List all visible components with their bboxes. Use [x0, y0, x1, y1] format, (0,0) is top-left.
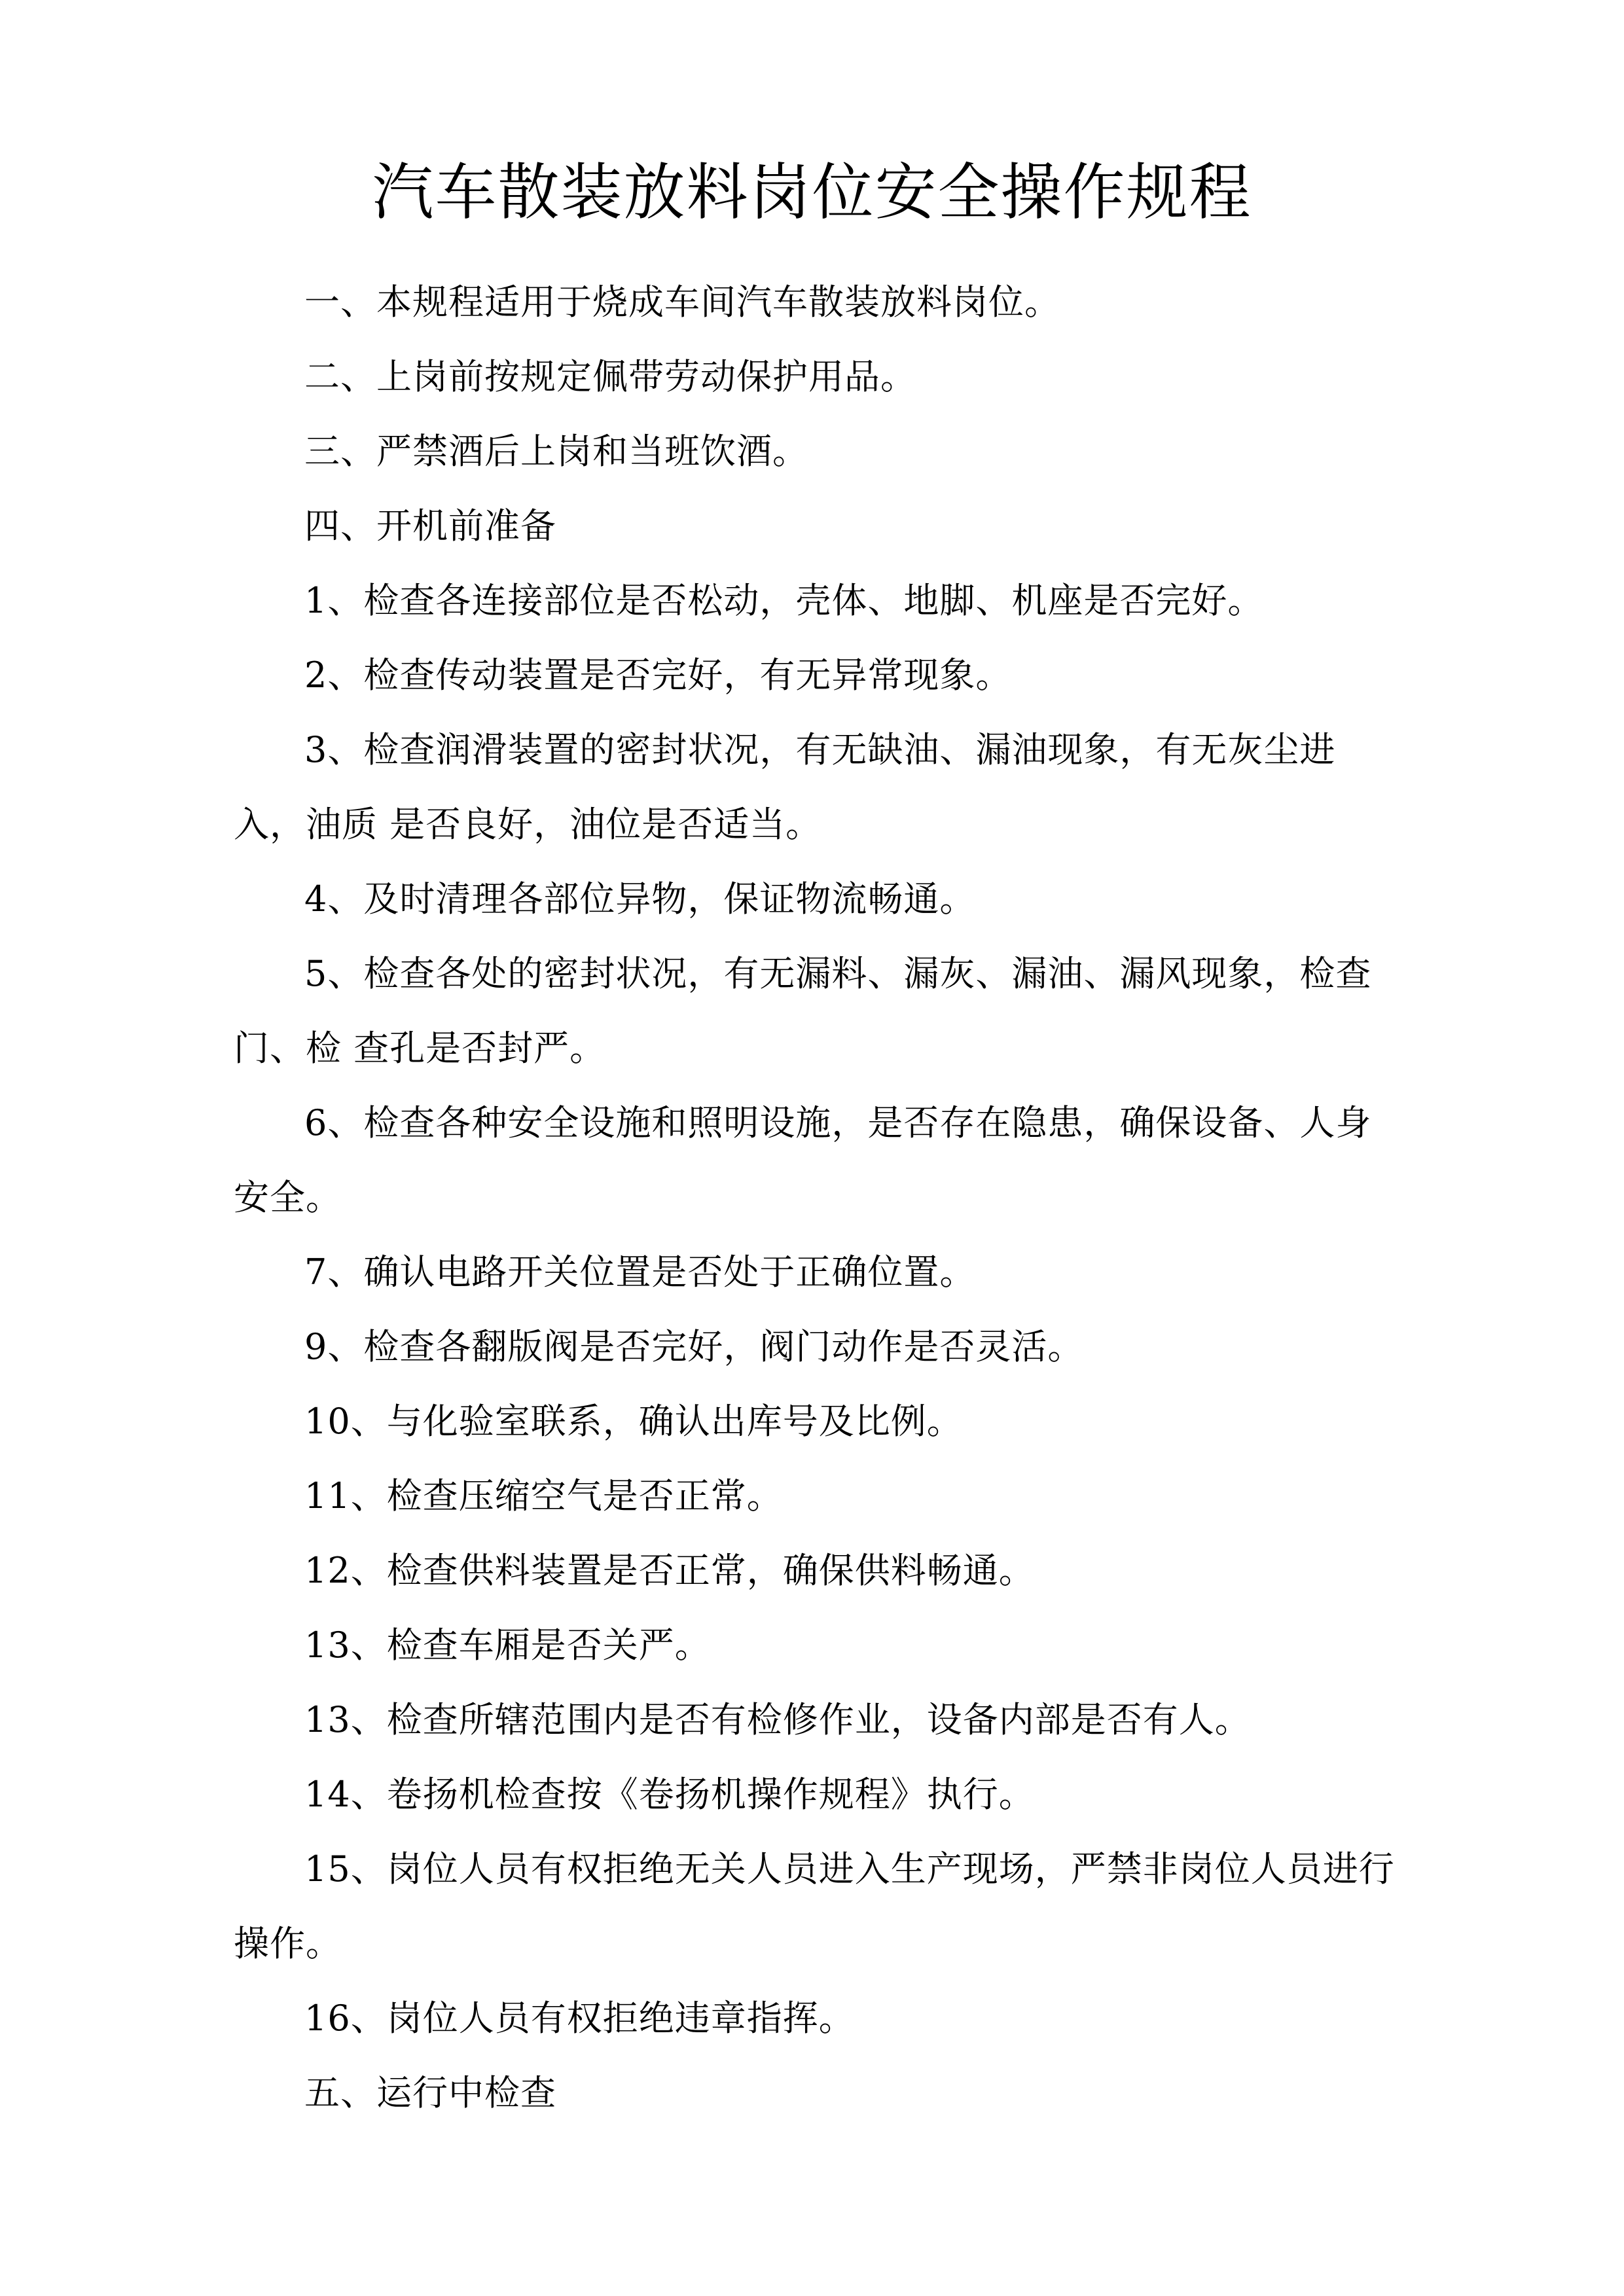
document-body: [234, 265, 1396, 2130]
list-item: 10、与化验室联系，确认出库号及比例。: [304, 1401, 963, 1442]
list-item: 14、卷扬机检查按《卷扬机操作规程》执行。: [304, 1774, 1035, 1815]
section-heading: 四、开机前准备: [304, 505, 556, 547]
list-item: 2、检查传动装置是否完好，有无异常现象。: [304, 655, 1012, 696]
list-item: 4、及时清理各部位异物，保证物流畅通。: [304, 878, 976, 920]
list-item: 6、检查各种安全设施和照明设施，是否存在隐患，确保设备、人身安全。: [234, 1102, 1372, 1218]
section-heading: 五、运行中检查: [304, 2072, 556, 2113]
list-item: 5、检查各处的密封状况，有无漏料、漏灰、漏油、漏风现象，检查门、检 查孔是否封严。: [234, 953, 1372, 1069]
list-item: 11、检查压缩空气是否正常。: [304, 1475, 783, 1516]
paragraph: 二、上岗前按规定佩带劳动保护用品。: [304, 356, 916, 397]
list-item: 7、确认电路开关位置是否处于正确位置。: [304, 1251, 976, 1293]
list-item: 15、岗位人员有权拒绝无关人员进入生产现场，严禁非岗位人员进行操作。: [234, 1848, 1395, 1964]
list-item: 9、检查各翻版阀是否完好，阀门动作是否灵活。: [304, 1326, 1084, 1367]
list-item: 1、检查各连接部位是否松动，壳体、地脚、机座是否完好。: [304, 580, 1264, 621]
list-item: 16、岗位人员有权拒绝违章指挥。: [304, 1998, 855, 2039]
list-item: 13、检查所辖范围内是否有检修作业，设备内部是否有人。: [304, 1699, 1251, 1740]
paragraph: 一、本规程适用于烧成车间汽车散装放料岗位。: [304, 281, 1060, 323]
list-item: 12、检查供料装置是否正常，确保供料畅通。: [304, 1550, 1035, 1591]
document-title: 汽车散装放料岗位安全操作规程: [372, 157, 1252, 228]
paragraph: 三、严禁酒后上岗和当班饮酒。: [304, 431, 808, 472]
list-item: 13、检查车厢是否关严。: [304, 1624, 711, 1666]
list-item: 3、检查润滑装置的密封状况，有无缺油、漏油现象，有无灰尘进入，油质 是否良好，油位是否适当。: [234, 729, 1336, 845]
